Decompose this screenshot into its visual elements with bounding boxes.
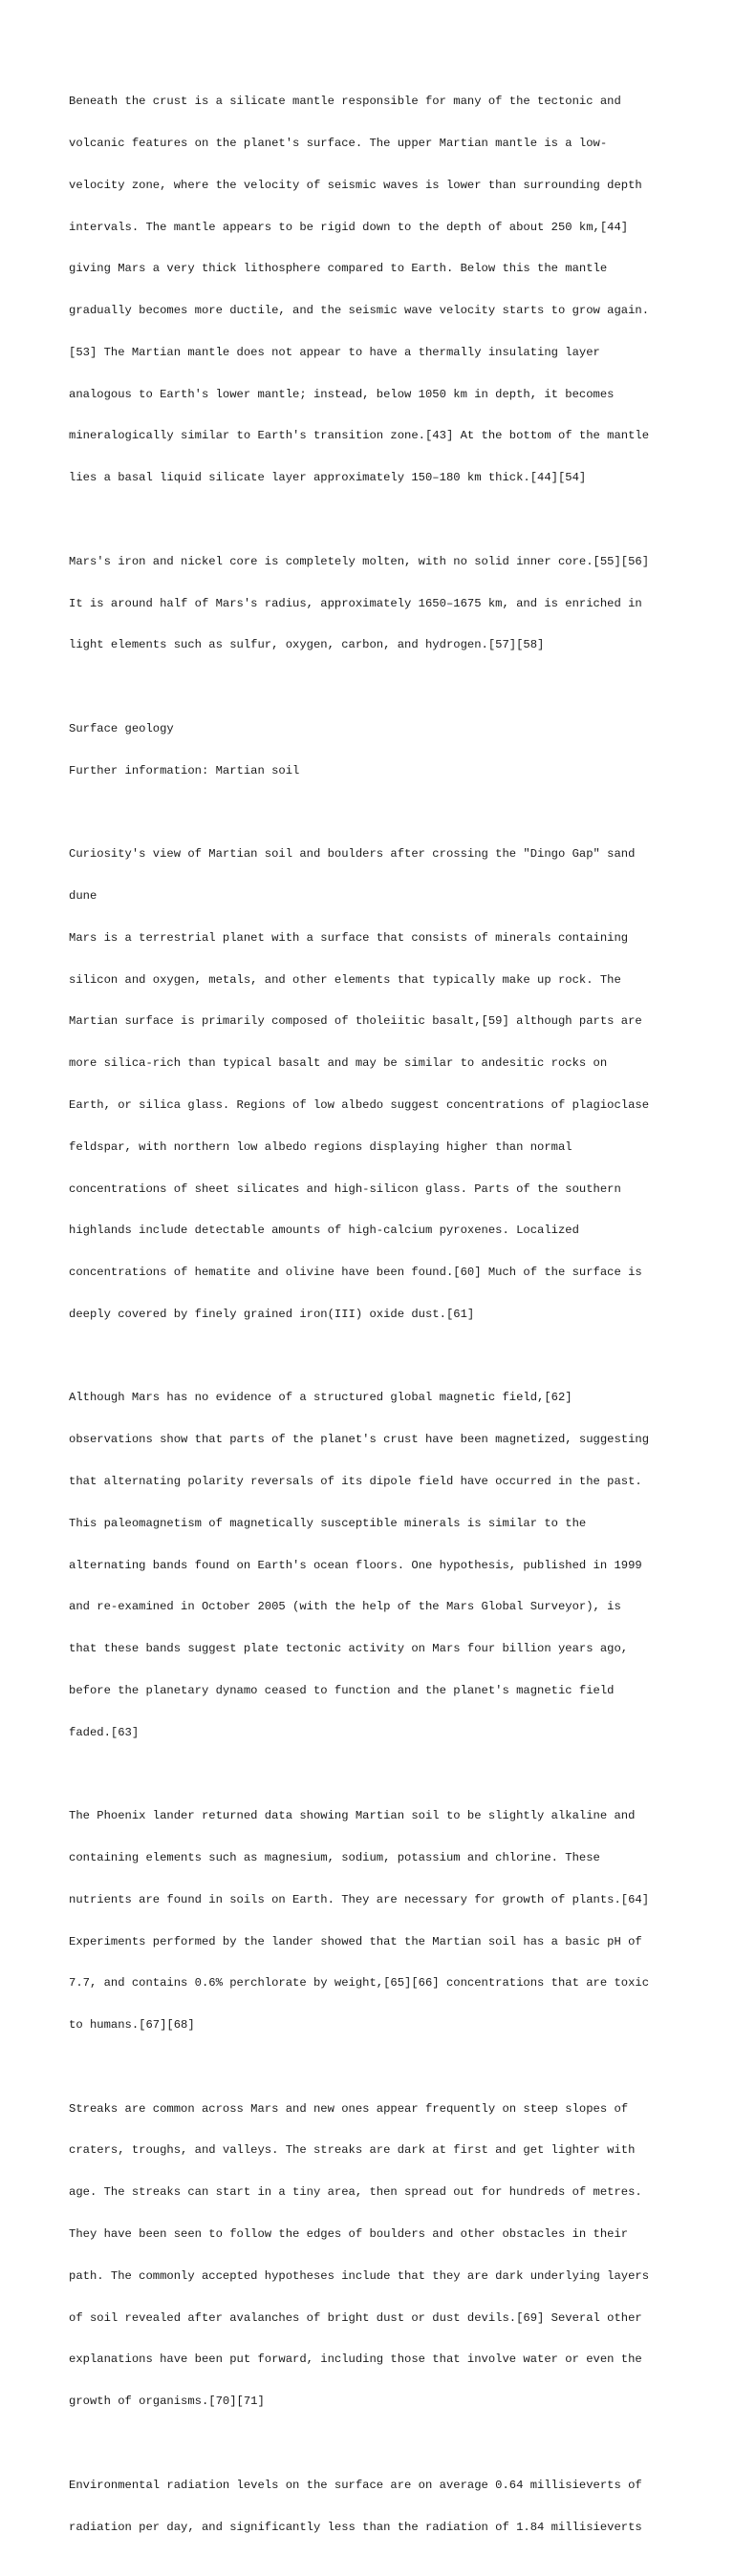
text-line: highlands include detectable amounts of high-calcium pyroxenes. Localized bbox=[69, 1224, 579, 1238]
text-line: volcanic features on the planet's surface. The upper Martian mantle is a low- bbox=[69, 136, 608, 150]
text-line: It is around half of Mars's radius, approximately 1650–1675 km, and is enriched in bbox=[69, 596, 642, 610]
document-page bbox=[69, 67, 671, 2576]
further-information-note: Further information: Martian soil bbox=[69, 763, 300, 777]
text-line: path. The commonly accepted hypotheses include that they are dark underlying layers bbox=[69, 2268, 650, 2283]
text-line: Earth, or silica glass. Regions of low albedo suggest concentrations of plagioclase bbox=[69, 1097, 650, 1112]
text-line: of soil revealed after avalanches of bright dust or dust devils.[69] Several other bbox=[69, 2310, 642, 2325]
text-line: Mars's iron and nickel core is completely molten, with no solid inner core.[55][56] bbox=[69, 554, 650, 568]
text-line: lies a basal liquid silicate layer approximately 150–180 km thick.[44][54] bbox=[69, 471, 587, 485]
image-caption: dune bbox=[69, 889, 97, 904]
text-line: light elements such as sulfur, oxygen, carbon, and hydrogen.[57][58] bbox=[69, 638, 545, 652]
text-line: alternating bands found on Earth's ocean floors. One hypothesis, published in 1999 bbox=[69, 1558, 642, 1572]
paragraph-magnetic-field bbox=[69, 1363, 671, 1767]
text-line: nutrients are found in soils on Earth. They are necessary for growth of plants.[64] bbox=[69, 1892, 650, 1906]
text-line: 7.7, and contains 0.6% perchlorate by weight,[65][66] concentrations that are toxic bbox=[69, 1976, 650, 1991]
text-line: radiation per day, and significantly less than the radiation of 1.84 millisieverts bbox=[69, 2520, 642, 2534]
text-line: Mars is a terrestrial planet with a surface that consists of minerals containing bbox=[69, 930, 629, 945]
text-line: Martian surface is primarily composed of tholeiitic basalt,[59] although parts are bbox=[69, 1014, 642, 1029]
text-line: that these bands suggest plate tectonic activity on Mars four billion years ago, bbox=[69, 1642, 629, 1656]
text-line: containing elements such as magnesium, sodium, potassium and chlorine. These bbox=[69, 1851, 600, 1864]
text-line: giving Mars a very thick lithosphere compared to Earth. Below this the mantle bbox=[69, 262, 608, 276]
text-line: This paleomagnetism of magnetically susceptible minerals is similar to the bbox=[69, 1516, 587, 1530]
text-line: craters, troughs, and valleys. The streaks are dark at first and get lighter with bbox=[69, 2143, 636, 2158]
text-line: They have been seen to follow the edges of boulders and other obstacles in their bbox=[69, 2227, 629, 2242]
text-line: age. The streaks can start in a tiny area, then spread out for hundreds of metres. bbox=[69, 2185, 642, 2200]
text-line: and re-examined in October 2005 (with the help of the Mars Global Surveyor), is bbox=[69, 1600, 621, 1614]
section-heading-surface-geology bbox=[69, 694, 671, 806]
text-line: Experiments performed by the lander showed that the Martian soil has a basic pH of bbox=[69, 1934, 642, 1948]
text-line: mineralogically similar to Earth's transition zone.[43] At the bottom of the mantle bbox=[69, 429, 650, 443]
text-line: observations show that parts of the planet's crust have been magnetized, suggesting bbox=[69, 1433, 650, 1447]
text-line: velocity zone, where the velocity of seismic waves is lower than surrounding depth bbox=[69, 178, 642, 192]
text-line: [53] The Martian mantle does not appear to have a thermally insulating layer bbox=[69, 345, 600, 359]
text-line: silicon and oxygen, metals, and other elements that typically make up rock. The bbox=[69, 972, 621, 987]
text-line: concentrations of sheet silicates and high-silicon glass. Parts of the southern bbox=[69, 1182, 621, 1196]
text-line: The Phoenix lander returned data showing Martian soil to be slightly alkaline and bbox=[69, 1809, 636, 1823]
image-caption: Curiosity's view of Martian soil and boulders after crossing the "Dingo Gap" sand bbox=[69, 847, 636, 862]
paragraph-surface-composition bbox=[69, 820, 671, 1350]
text-line: before the planetary dynamo ceased to function and the planet's magnetic field bbox=[69, 1683, 615, 1697]
section-heading: Surface geology bbox=[69, 721, 174, 735]
paragraph-mantle bbox=[69, 67, 671, 513]
text-line: more silica-rich than typical basalt and may be similar to andesitic rocks on bbox=[69, 1056, 608, 1071]
text-line: Environmental radiation levels on the surface are on average 0.64 millisieverts of bbox=[69, 2478, 642, 2492]
text-line: analogous to Earth's lower mantle; instead, below 1050 km in depth, it becomes bbox=[69, 387, 615, 401]
text-line: Although Mars has no evidence of a structured global magnetic field,[62] bbox=[69, 1391, 572, 1405]
text-line: explanations have been put forward, including those that involve water or even the bbox=[69, 2352, 642, 2367]
text-line: feldspar, with northern low albedo regions displaying higher than normal bbox=[69, 1139, 572, 1154]
text-line: gradually becomes more ductile, and the seismic wave velocity starts to grow again. bbox=[69, 304, 650, 318]
text-line: deeply covered by finely grained iron(III) oxide dust.[61] bbox=[69, 1307, 475, 1321]
text-line: Beneath the crust is a silicate mantle responsible for many of the tectonic and bbox=[69, 95, 621, 109]
text-line: to humans.[67][68] bbox=[69, 2018, 195, 2033]
paragraph-streaks bbox=[69, 2075, 671, 2437]
paragraph-core bbox=[69, 527, 671, 681]
text-line: Streaks are common across Mars and new ones appear frequently on steep slopes of bbox=[69, 2101, 629, 2116]
paragraph-radiation bbox=[69, 2451, 671, 2563]
text-line: growth of organisms.[70][71] bbox=[69, 2395, 265, 2409]
text-line: intervals. The mantle appears to be rigid down to the depth of about 250 km,[44] bbox=[69, 220, 629, 234]
text-line: faded.[63] bbox=[69, 1725, 140, 1739]
paragraph-phoenix-lander bbox=[69, 1781, 671, 2060]
text-line: that alternating polarity reversals of its dipole field have occurred in the past. bbox=[69, 1474, 642, 1488]
text-line: concentrations of hematite and olivine have been found.[60] Much of the surface is bbox=[69, 1266, 642, 1280]
